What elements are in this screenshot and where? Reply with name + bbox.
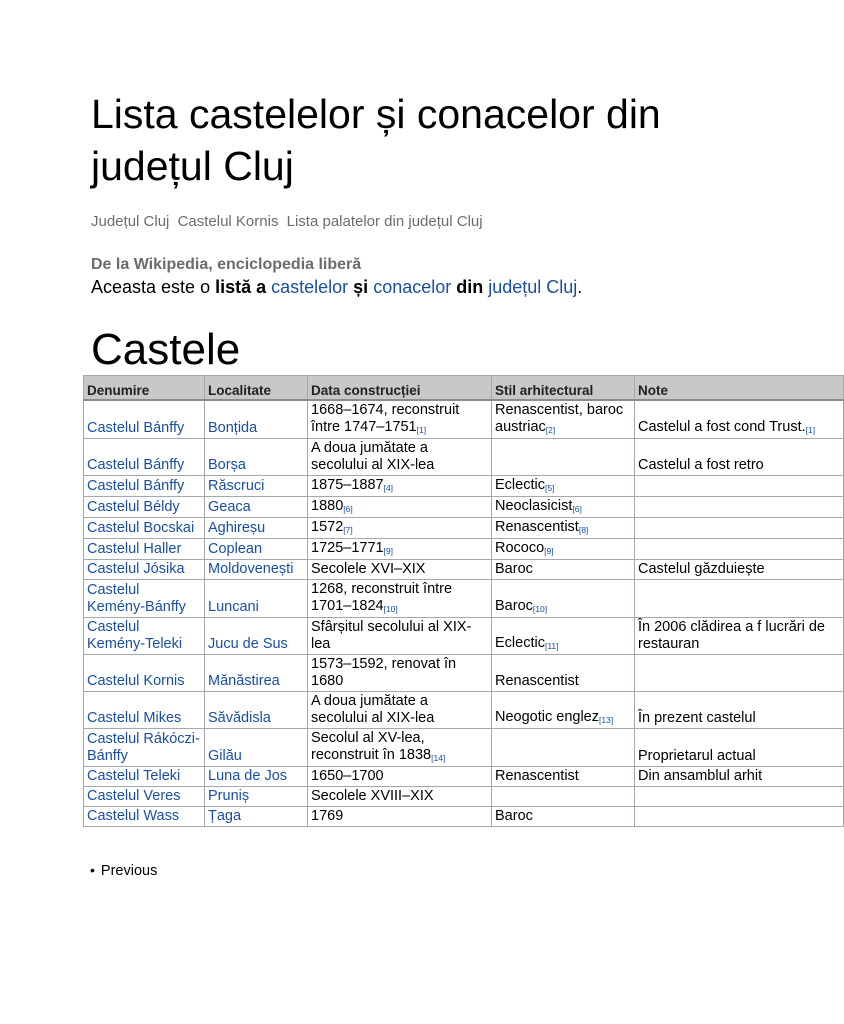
- construction-date-cell: [308, 518, 492, 539]
- construction-date-text: A doua jumătate a secolului al XIX-lea: [311, 440, 435, 473]
- castle-name-link[interactable]: Castelul Kemény-Teleki: [87, 619, 183, 652]
- breadcrumb-link-judetul-cluj[interactable]: Județul Cluj: [91, 213, 170, 230]
- construction-date-text: 1268, reconstruit între 1701–1824: [311, 581, 453, 614]
- table-row: [84, 729, 844, 767]
- architectural-style-cell: [492, 692, 635, 729]
- note-text: Proprietarul actual: [638, 748, 756, 764]
- construction-date-cell: [308, 655, 492, 692]
- construction-date-text: 1668–1674, reconstruit între 1747–1751: [311, 402, 460, 435]
- table-row: [84, 497, 844, 518]
- table-row: [84, 560, 844, 580]
- table-header-row: [84, 376, 844, 401]
- table-row: [84, 400, 844, 439]
- note-cell: [635, 729, 844, 767]
- construction-date-text: 1875–1887: [311, 477, 384, 493]
- reference-link[interactable]: [8]: [578, 525, 589, 535]
- castle-name-cell: [84, 476, 205, 497]
- castle-name-cell: [84, 400, 205, 439]
- castle-name-cell: [84, 729, 205, 767]
- architectural-style-cell: [492, 729, 635, 767]
- castle-name-cell: [84, 618, 205, 655]
- bullet-icon: •: [90, 862, 95, 878]
- locality-link[interactable]: Pruniș: [208, 788, 250, 804]
- architectural-style-cell: [492, 807, 635, 827]
- castle-name-link[interactable]: Castelul Béldy: [87, 499, 180, 515]
- reference-link[interactable]: [7]: [343, 525, 353, 535]
- intro-text: și: [348, 277, 374, 297]
- locality-cell: [205, 580, 308, 618]
- note-cell: [635, 439, 844, 476]
- castle-name-cell: [84, 439, 205, 476]
- architectural-style-text: Renascentist: [495, 519, 579, 535]
- locality-cell: [205, 518, 308, 539]
- intro-text: Aceasta este o: [91, 277, 216, 297]
- locality-cell: [205, 560, 308, 580]
- locality-link[interactable]: Bonțida: [208, 420, 258, 436]
- intro-text: .: [577, 277, 583, 297]
- site-tagline: De la Wikipedia, enciclopedia liberă: [91, 256, 362, 273]
- table-row: [84, 518, 844, 539]
- construction-date-cell: [308, 476, 492, 497]
- table-row: [84, 655, 844, 692]
- construction-date-cell: [308, 539, 492, 560]
- column-header-note[interactable]: Note: [635, 376, 844, 401]
- locality-link[interactable]: Gilău: [208, 748, 242, 764]
- note-cell: [635, 580, 844, 618]
- architectural-style-cell: [492, 518, 635, 539]
- locality-link[interactable]: Răscruci: [208, 478, 265, 494]
- intro-paragraph: [91, 276, 691, 299]
- reference-link[interactable]: [6]: [572, 504, 582, 514]
- manors-link[interactable]: conacelor: [373, 277, 452, 297]
- construction-date-text: 1572: [311, 519, 344, 535]
- castle-name-cell: [84, 497, 205, 518]
- note-cell: [635, 618, 844, 655]
- construction-date-cell: [308, 729, 492, 767]
- column-header-denumire[interactable]: Denumire: [84, 376, 205, 401]
- locality-cell: [205, 497, 308, 518]
- reference-link[interactable]: [9]: [383, 546, 394, 556]
- note-cell: [635, 767, 844, 787]
- construction-date-text: 1725–1771: [311, 540, 384, 556]
- locality-cell: [205, 618, 308, 655]
- locality-link[interactable]: Țaga: [208, 808, 242, 824]
- locality-cell: [205, 539, 308, 560]
- architectural-style-cell: [492, 655, 635, 692]
- table-row: [84, 580, 844, 618]
- breadcrumb: [91, 213, 487, 230]
- note-cell: [635, 560, 844, 580]
- reference-link[interactable]: [1]: [805, 425, 816, 435]
- architectural-style-text: Baroc: [495, 808, 533, 824]
- architectural-style-text: Baroc: [495, 598, 533, 614]
- table-row: [84, 787, 844, 807]
- construction-date-text: Sfârșitul secolului al XIX-lea: [311, 619, 472, 652]
- locality-cell: [205, 692, 308, 729]
- castle-name-cell: [84, 807, 205, 827]
- table-row: [84, 807, 844, 827]
- reference-link[interactable]: [5]: [544, 483, 555, 493]
- construction-date-cell: [308, 807, 492, 827]
- construction-date-text: 1650–1700: [311, 768, 384, 784]
- locality-link[interactable]: Mănăstirea: [208, 673, 280, 689]
- note-cell: [635, 476, 844, 497]
- construction-date-cell: [308, 560, 492, 580]
- architectural-style-cell: [492, 767, 635, 787]
- architectural-style-cell: [492, 497, 635, 518]
- reference-link[interactable]: [4]: [383, 483, 394, 493]
- construction-date-cell: [308, 767, 492, 787]
- castle-name-link[interactable]: Castelul Kornis: [87, 673, 185, 689]
- architectural-style-text: Renascentist: [495, 768, 579, 784]
- castle-name-link[interactable]: Castelul Bánffy: [87, 457, 185, 473]
- castle-name-link[interactable]: Castelul Kemény-Bánffy: [87, 582, 186, 615]
- construction-date-cell: [308, 692, 492, 729]
- architectural-style-text: Renascentist, baroc austriac: [495, 402, 624, 435]
- locality-cell: [205, 400, 308, 439]
- locality-link[interactable]: Jucu de Sus: [208, 636, 288, 652]
- architectural-style-text: Eclectic: [495, 477, 545, 493]
- construction-date-cell: [308, 497, 492, 518]
- reference-link[interactable]: [14]: [431, 753, 446, 763]
- construction-date-cell: [308, 618, 492, 655]
- table-row: [84, 692, 844, 729]
- note-cell: [635, 787, 844, 807]
- reference-link[interactable]: [6]: [343, 504, 353, 514]
- castle-name-cell: [84, 560, 205, 580]
- castle-name-link[interactable]: Castelul Jósika: [87, 561, 185, 577]
- construction-date-text: A doua jumătate a secolului al XIX-lea: [311, 693, 435, 726]
- note-text: În prezent castelul: [638, 710, 756, 726]
- construction-date-text: Secolele XVIII–XIX: [311, 788, 434, 804]
- note-cell: [635, 655, 844, 692]
- castle-name-link[interactable]: Castelul Veres: [87, 788, 181, 804]
- architectural-style-cell: [492, 787, 635, 807]
- architectural-style-text: Baroc: [495, 561, 533, 577]
- table-row: [84, 767, 844, 787]
- locality-cell: [205, 476, 308, 497]
- castle-name-link[interactable]: Castelul Wass: [87, 808, 180, 824]
- breadcrumb-link-lista-palatelor[interactable]: Lista palatelor din județul Cluj: [286, 213, 483, 230]
- architectural-style-cell: [492, 476, 635, 497]
- column-header-localitate[interactable]: Localitate: [205, 376, 308, 401]
- locality-link[interactable]: Geaca: [208, 499, 251, 515]
- construction-date-cell: [308, 439, 492, 476]
- castles-table: [83, 375, 844, 827]
- section-title-castele: Castele: [91, 325, 241, 374]
- castle-name-cell: [84, 767, 205, 787]
- castle-name-link[interactable]: Castelul Teleki: [87, 768, 181, 784]
- castle-name-cell: [84, 539, 205, 560]
- castle-name-link[interactable]: Castelul Bocskai: [87, 520, 195, 536]
- reference-link[interactable]: [9]: [544, 546, 554, 556]
- castle-name-cell: [84, 580, 205, 618]
- locality-cell: [205, 807, 308, 827]
- reference-link[interactable]: [10]: [383, 604, 398, 614]
- locality-cell: [205, 655, 308, 692]
- construction-date-text: 1880: [311, 498, 344, 514]
- architectural-style-cell: [492, 439, 635, 476]
- locality-link[interactable]: Luna de Jos: [208, 768, 288, 784]
- architectural-style-text: Neoclasicist: [495, 498, 573, 514]
- construction-date-text: Secolele XVI–XIX: [311, 561, 426, 577]
- note-cell: [635, 539, 844, 560]
- locality-link[interactable]: Luncani: [208, 599, 259, 615]
- table-row: [84, 476, 844, 497]
- castle-name-cell: [84, 787, 205, 807]
- castle-name-link[interactable]: Castelul Haller: [87, 541, 182, 557]
- locality-cell: [205, 439, 308, 476]
- previous-link[interactable]: Previous: [100, 863, 158, 879]
- reference-link[interactable]: [13]: [599, 715, 614, 725]
- county-link[interactable]: județul Cluj: [488, 277, 578, 297]
- note-text: În 2006 clădirea a f lucrări de restauran: [638, 619, 825, 652]
- note-cell: [635, 518, 844, 539]
- table-row: [84, 539, 844, 560]
- reference-link[interactable]: [1]: [416, 425, 427, 435]
- architectural-style-cell: [492, 560, 635, 580]
- architectural-style-cell: [492, 400, 635, 439]
- castle-name-cell: [84, 655, 205, 692]
- construction-date-cell: [308, 787, 492, 807]
- locality-link[interactable]: Aghireșu: [208, 520, 266, 536]
- castles-link[interactable]: castelelor: [271, 277, 349, 297]
- architectural-style-text: Neogotic englez: [495, 709, 599, 725]
- architectural-style-cell: [492, 539, 635, 560]
- construction-date-text: Secolul al XV-lea, reconstruit în 1838: [311, 730, 432, 763]
- note-cell: [635, 807, 844, 827]
- note-text: Castelul găzduiește: [638, 561, 765, 577]
- architectural-style-text: Rococo: [495, 540, 545, 556]
- castle-name-cell: [84, 692, 205, 729]
- page-title: Lista castelelor și conacelor din județul Cluj: [91, 91, 661, 189]
- table-row: [84, 439, 844, 476]
- architectural-style-text: Renascentist: [495, 673, 579, 689]
- castle-name-cell: [84, 518, 205, 539]
- note-text: Castelul a fost retro: [638, 457, 764, 473]
- column-header-stil-arhitectural[interactable]: Stil arhitectural: [492, 376, 635, 401]
- note-text: Castelul a fost cond Trust.: [638, 419, 806, 435]
- reference-link[interactable]: [10]: [532, 604, 548, 614]
- architectural-style-text: Eclectic: [495, 635, 545, 651]
- construction-date-text: 1573–1592, renovat în 1680: [311, 656, 457, 689]
- castle-name-link[interactable]: Castelul Bánffy: [87, 478, 185, 494]
- note-cell: [635, 497, 844, 518]
- locality-link[interactable]: Coplean: [208, 541, 263, 557]
- intro-list-text: listă a: [215, 277, 267, 297]
- reference-link[interactable]: [2]: [545, 425, 556, 435]
- castle-name-link[interactable]: Castelul Rákóczi-Bánffy: [87, 731, 200, 764]
- construction-date-cell: [308, 580, 492, 618]
- architectural-style-cell: [492, 580, 635, 618]
- intro-text: din: [451, 277, 489, 297]
- pagination-nav: [90, 862, 157, 879]
- locality-link[interactable]: Borșa: [208, 457, 246, 473]
- locality-cell: [205, 787, 308, 807]
- castle-name-link[interactable]: Castelul Mikes: [87, 710, 182, 726]
- locality-link[interactable]: Moldovenești: [208, 561, 294, 577]
- column-header-data-constructiei[interactable]: Data construcției: [308, 376, 492, 401]
- table-row: [84, 618, 844, 655]
- construction-date-text: 1769: [311, 808, 344, 824]
- reference-link[interactable]: [11]: [544, 641, 559, 651]
- locality-link[interactable]: Săvădisla: [208, 710, 271, 726]
- note-cell: [635, 400, 844, 439]
- locality-cell: [205, 729, 308, 767]
- architectural-style-cell: [492, 618, 635, 655]
- construction-date-cell: [308, 400, 492, 439]
- note-text: Din ansamblul arhit: [638, 768, 763, 784]
- castle-name-link[interactable]: Castelul Bánffy: [87, 420, 185, 436]
- locality-cell: [205, 767, 308, 787]
- breadcrumb-link-castelul-kornis[interactable]: Castelul Kornis: [177, 213, 279, 230]
- note-cell: [635, 692, 844, 729]
